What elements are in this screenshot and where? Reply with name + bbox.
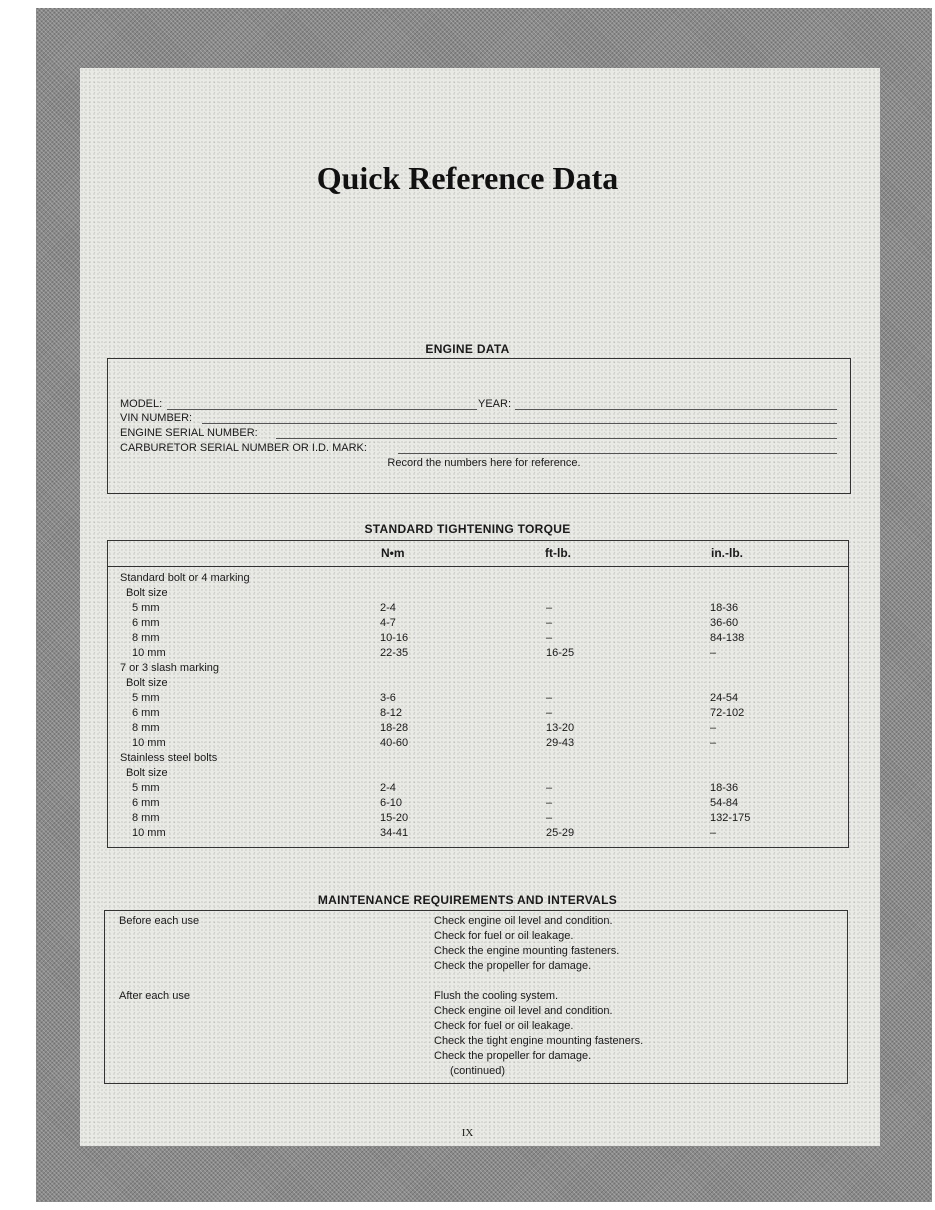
- engine-data-note: Record the numbers here for reference.: [387, 457, 581, 469]
- after-each-use-label: After each use: [119, 990, 190, 1002]
- torque-cell-ftlb: –: [546, 782, 553, 794]
- torque-cell-nm: 4-7: [380, 617, 396, 629]
- torque-cell-inlb: –: [710, 722, 717, 734]
- engine-serial-field-line: [276, 438, 837, 439]
- torque-cell-inlb: 72-102: [710, 707, 745, 719]
- torque-cell-nm: 2-4: [380, 782, 396, 794]
- torque-row-label: 10 mm: [132, 647, 166, 659]
- torque-row-label: 5 mm: [132, 782, 160, 794]
- torque-cell-nm: 22-35: [380, 647, 409, 659]
- torque-row-label: 6 mm: [132, 797, 160, 809]
- torque-cell-ftlb: –: [546, 797, 553, 809]
- after-use-task: Check the tight engine mounting fasteners.: [434, 1035, 644, 1047]
- torque-cell-nm: 15-20: [380, 812, 409, 824]
- torque-row-label: 10 mm: [132, 827, 166, 839]
- torque-cell-ftlb: 16-25: [546, 647, 575, 659]
- torque-cell-nm: 34-41: [380, 827, 409, 839]
- continued-note: (continued): [450, 1065, 506, 1077]
- torque-cell-inlb: 18-36: [710, 602, 739, 614]
- torque-cell-inlb: 24-54: [710, 692, 739, 704]
- torque-row-label: Standard bolt or 4 marking: [120, 572, 250, 584]
- torque-cell-inlb: 132-175: [710, 812, 751, 824]
- col-header-inlb: in.-lb.: [711, 546, 743, 560]
- page-number: IX: [461, 1127, 474, 1139]
- torque-row-label: 8 mm: [132, 722, 160, 734]
- torque-cell-inlb: 84-138: [710, 632, 745, 644]
- torque-row-label: 6 mm: [132, 617, 160, 629]
- torque-cell-ftlb: –: [546, 602, 553, 614]
- torque-cell-ftlb: –: [546, 692, 553, 704]
- torque-cell-inlb: –: [710, 647, 717, 659]
- torque-cell-nm: 8-12: [380, 707, 403, 719]
- torque-cell-nm: 18-28: [380, 722, 409, 734]
- maintenance-heading: MAINTENANCE REQUIREMENTS AND INTERVALS: [317, 893, 618, 907]
- torque-row-label: Stainless steel bolts: [120, 752, 218, 764]
- torque-cell-ftlb: –: [546, 617, 553, 629]
- after-use-task: Flush the cooling system.: [434, 990, 559, 1002]
- torque-cell-inlb: –: [710, 737, 717, 749]
- torque-row-label: 10 mm: [132, 737, 166, 749]
- torque-cell-ftlb: 29-43: [546, 737, 575, 749]
- after-use-task: Check for fuel or oil leakage.: [434, 1020, 574, 1032]
- page-title: Quick Reference Data: [316, 160, 619, 196]
- vin-label: VIN NUMBER:: [120, 412, 193, 424]
- torque-header-rule: [107, 566, 849, 567]
- year-label: YEAR:: [478, 398, 512, 410]
- torque-cell-inlb: 54-84: [710, 797, 739, 809]
- torque-row-label: 8 mm: [132, 812, 160, 824]
- torque-row-label: 6 mm: [132, 707, 160, 719]
- torque-cell-inlb: 36-60: [710, 617, 739, 629]
- torque-cell-nm: 3-6: [380, 692, 396, 704]
- before-use-task: Check engine oil level and condition.: [434, 915, 613, 927]
- torque-cell-nm: 40-60: [380, 737, 409, 749]
- carb-serial-field-line: [398, 453, 837, 454]
- torque-heading: STANDARD TIGHTENING TORQUE: [364, 522, 571, 536]
- engine-data-heading: ENGINE DATA: [425, 342, 510, 356]
- torque-row-label: 5 mm: [132, 692, 160, 704]
- before-use-task: Check for fuel or oil leakage.: [434, 930, 574, 942]
- vin-field-line: [202, 423, 837, 424]
- model-label: MODEL:: [120, 398, 163, 410]
- before-use-task: Check the engine mounting fasteners.: [434, 945, 620, 957]
- torque-row-label: Bolt size: [126, 677, 168, 689]
- year-field-line: [515, 409, 837, 410]
- torque-cell-nm: 2-4: [380, 602, 396, 614]
- torque-row-label: 8 mm: [132, 632, 160, 644]
- torque-cell-ftlb: –: [546, 812, 553, 824]
- torque-row-label: 7 or 3 slash marking: [120, 662, 220, 674]
- engine-serial-label: ENGINE SERIAL NUMBER:: [120, 427, 258, 439]
- model-field-line: [167, 409, 477, 410]
- torque-row-label: Bolt size: [126, 587, 168, 599]
- torque-row-label: 5 mm: [132, 602, 160, 614]
- torque-row-label: Bolt size: [126, 767, 168, 779]
- col-header-nm: N•m: [381, 546, 405, 560]
- torque-cell-inlb: –: [710, 827, 717, 839]
- torque-cell-inlb: 18-36: [710, 782, 739, 794]
- after-use-task: Check the propeller for damage.: [434, 1050, 592, 1062]
- col-header-ftlb: ft-lb.: [545, 546, 571, 560]
- carb-serial-label: CARBURETOR SERIAL NUMBER OR I.D. MARK:: [120, 442, 367, 454]
- torque-cell-nm: 10-16: [380, 632, 409, 644]
- before-use-task: Check the propeller for damage.: [434, 960, 592, 972]
- torque-cell-ftlb: –: [546, 707, 553, 719]
- before-each-use-label: Before each use: [119, 915, 200, 927]
- torque-cell-ftlb: 13-20: [546, 722, 575, 734]
- torque-cell-ftlb: –: [546, 632, 553, 644]
- torque-cell-ftlb: 25-29: [546, 827, 575, 839]
- torque-cell-nm: 6-10: [380, 797, 403, 809]
- after-use-task: Check engine oil level and condition.: [434, 1005, 613, 1017]
